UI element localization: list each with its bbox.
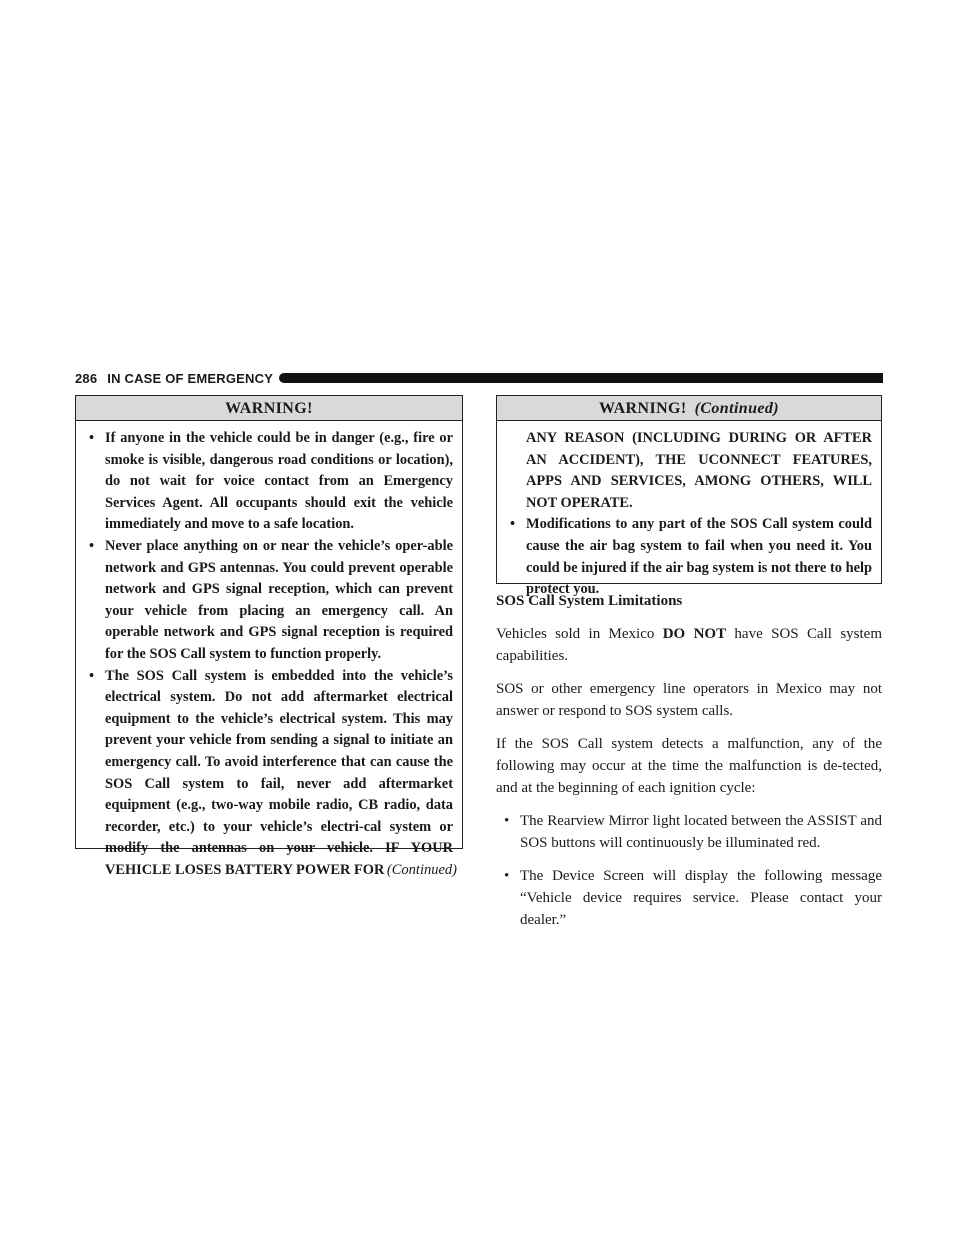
warning-bullet-text: If anyone in the vehicle could be in danger (e.g., fire or smoke is visible, dangerous road conditions or location), do not wait for voice contact from an Emergency Services Agent. All occupants should exit the vehicle immediately and move to a safe location. <box>105 430 453 533</box>
bullet-icon: • <box>89 537 95 554</box>
warning-bullet <box>89 428 453 536</box>
warning-bullet <box>89 666 453 882</box>
bullet-icon: • <box>510 516 516 533</box>
body-text <box>496 590 882 942</box>
warning-box-right <box>496 395 882 598</box>
warning-continuation-text: ANY REASON (INCLUDING DURING OR AFTER AN ACCIDENT), THE UCONNECT FEATURES, APPS AND SERVICES, AMONG OTHERS, WILL NOT OPERATE. <box>526 430 872 511</box>
paragraph: If the SOS Call system detects a malfunction, any of the following may occur at the time the malfunction is de-tected, and at the beginning of each ignition cycle: <box>496 736 882 796</box>
header-rule <box>279 373 883 383</box>
bullet-icon: • <box>504 813 510 829</box>
warning-title <box>76 396 462 421</box>
warning-bullet <box>510 514 872 600</box>
paragraph-text: have SOS Call system capabilities. <box>496 626 882 664</box>
emphasis-text: DO NOT <box>662 626 727 642</box>
warning-bullet <box>89 536 453 666</box>
list-item-text: The Rearview Mirror light located between the ASSIST and SOS buttons will continuously be illuminated red. <box>520 813 882 851</box>
warning-title <box>497 396 881 421</box>
warning-bullet-text: Never place anything on or near the vehicle’s oper-able network and GPS antennas. You could prevent operable network and GPS signal reception, which can prevent your vehicle from placing an emergency call. An operable network and GPS signal reception is required for the SOS Call system to function properly. <box>105 537 453 662</box>
list-item <box>504 810 882 854</box>
paragraph: SOS or other emergency line operators in Mexico may not answer or respond to SOS system calls. <box>496 681 882 719</box>
paragraph-text: Vehicles sold in Mexico <box>496 626 663 642</box>
warning-title-continued: (Continued) <box>694 400 780 417</box>
list-item-text: The Device Screen will display the following message “Vehicle device requires service. Please contact your dealer.” <box>520 868 882 928</box>
continued-label: (Continued) <box>386 862 457 878</box>
warning-title-text: WARNING! <box>225 400 313 417</box>
section-subheading: SOS Call System Limitations <box>496 593 683 609</box>
warning-body <box>497 421 881 609</box>
bullet-icon: • <box>89 430 95 446</box>
page-header <box>75 370 883 386</box>
bullet-icon: • <box>89 667 95 684</box>
bullet-icon: • <box>504 868 510 884</box>
page-number: 286 <box>75 370 98 386</box>
warning-title-text: WARNING! <box>598 400 687 417</box>
section-title: IN CASE OF EMERGENCY <box>107 370 274 386</box>
warning-bullet-text: The SOS Call system is embedded into the vehicle’s electrical system. Do not add aftermarket electrical equipment to the vehicle’s electrical system. This may prevent your vehicle from sending a signal to initiate an emergency call. To avoid interference that can cause the SOS Call system to fail, never add aftermarket equipment (e.g., two-way mobile radio, CB radio, data recorder, etc.) to your vehicle’s electri-cal system or modify the antennas on your vehicle. IF YOUR VEHICLE LOSES BATTERY POWER FOR <box>105 667 453 878</box>
warning-body <box>76 421 462 889</box>
warning-bullet-text: Modifications to any part of the SOS Call system could cause the air bag system to fail when you need it. You could be injured if the air bag system is not there to help protect you. <box>526 516 872 598</box>
list-item <box>504 865 882 931</box>
paragraph <box>496 623 882 667</box>
